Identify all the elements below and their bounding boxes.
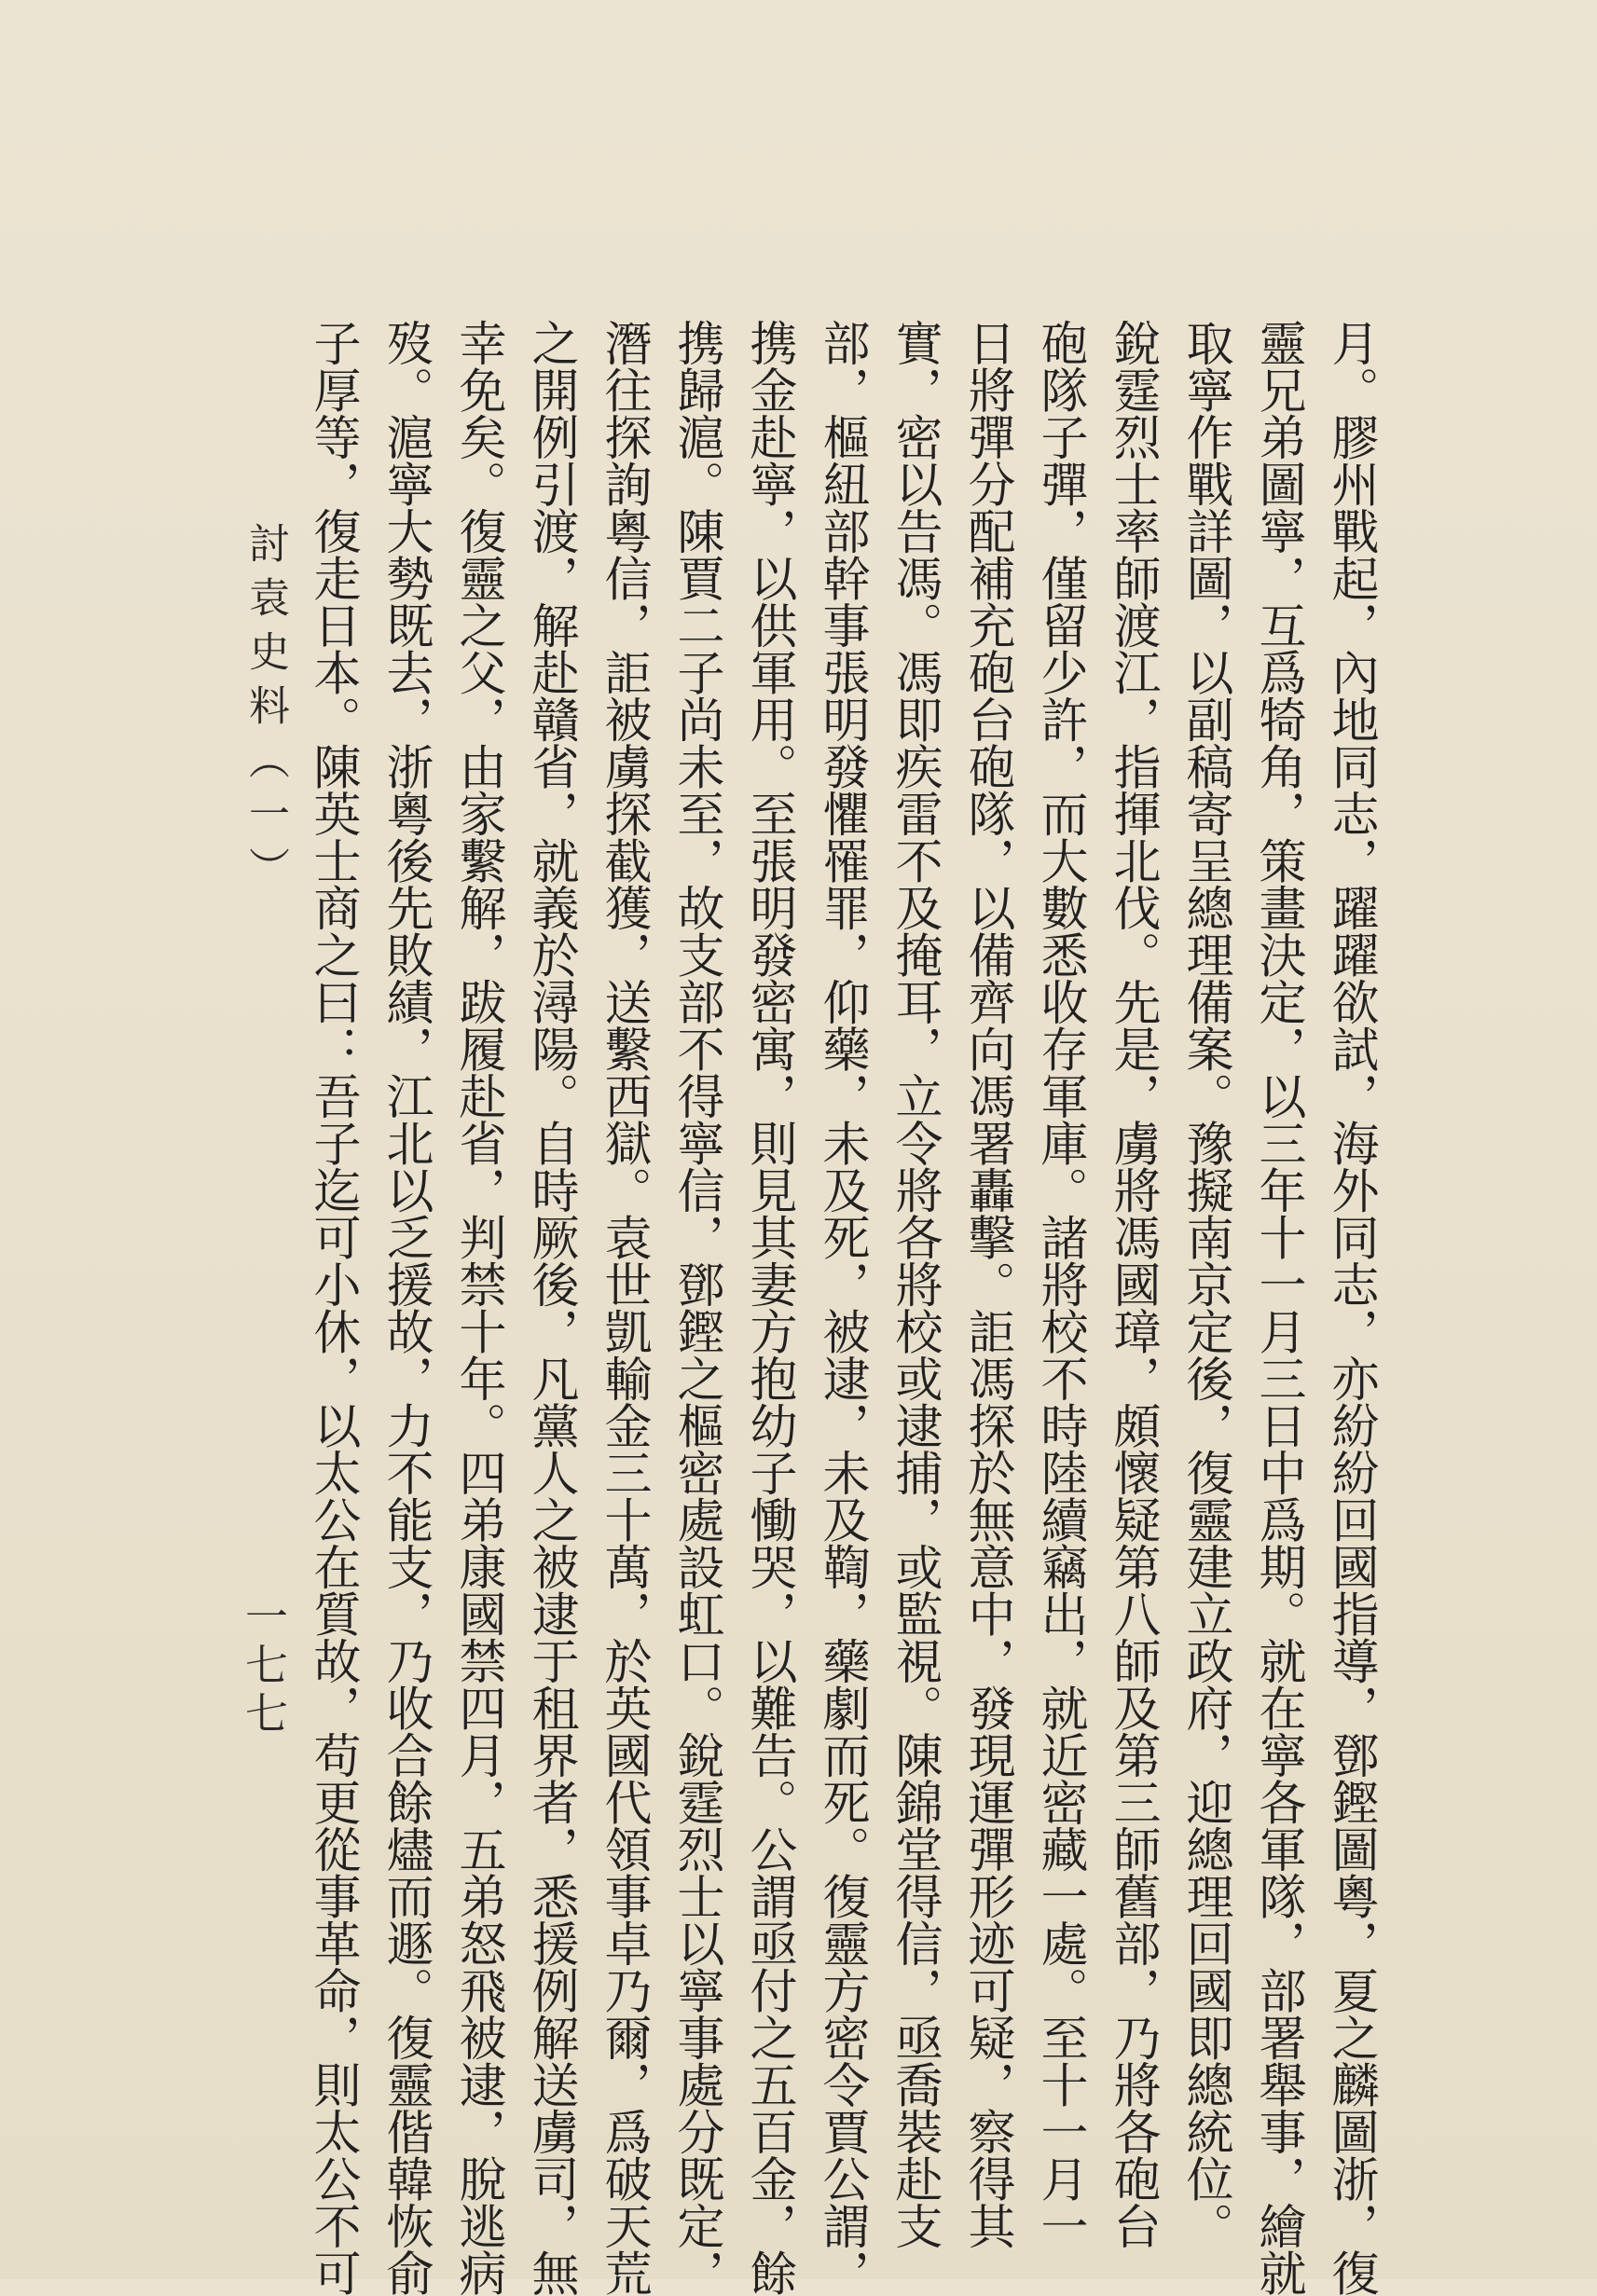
text-column: 實，密以告馮。馮即疾雷不及掩耳，立令將各將校或逮捕，或監視。陳錦堂得信，亟喬裝赴支 [887,319,942,2249]
text-column: 幸免矣。復靈之父，由家繫解，跋履赴省，判禁十年。四弟康國禁四月，五弟怒飛被逮，脫逃病 [450,319,505,2296]
text-column: 子厚等，復走日本。陳英士商之曰：吾子迄可小休，以太公在質故，苟更從事革命，則太公不可 [305,319,360,2296]
text-column: 歿。滬寧大勢既去，浙粵後先敗績，江北以乏援故，力不能支，乃收合餘燼而遯。復靈偕韓恢俞 [378,319,433,2296]
text-column: 潛往探詢粵信，詎被虜探截獲，送繫西獄。袁世凱輸金三十萬，於英國代領事卓乃爾，爲破天荒 [596,319,651,2296]
page-number: 一七七 [239,1594,289,1739]
text-column: 携金赴寧，以供軍用。至張明發密寓，則見其妻方抱幼子慟哭，以難告。公謂亟付之五百金，餘 [741,319,796,2296]
text-column: 銳霆烈士率師渡江，指揮北伐。先是，虜將馮國璋，頗懷疑第八師及第三師舊部，乃將各砲台 [1105,319,1160,2249]
text-column: 携歸滬。陳賈二子尚未至，故支部不得寧信，鄧鏗之樞密處設虹口。銳霆烈士以寧事處分既定， [668,319,723,2296]
body-text [298,319,1380,2296]
text-column: 之開例引渡，解赴贛省，就義於潯陽。自時厥後，凡黨人之被逮于租界者，悉援例解送虜司，無 [523,319,578,2296]
text-column: 部，樞紐部幹事張明發懼罹罪，仰藥，未及死，被逮，未及鞫，藥劇而死。復靈方密令賈公謂， [814,319,869,2296]
text-column: 日將彈分配補充砲台砲隊，以備齊向馮署轟擊。詎馮探於無意中，發現運彈形迹可疑，察得其 [959,319,1014,2249]
text-column: 月。膠州戰起，內地同志，躍躍欲試，海外同志，亦紛紛回國指導，鄧鏗圖粵，夏之麟圖浙，復 [1323,319,1378,2296]
text-column: 靈兄弟圖寧，互爲犄角，策畫決定，以三年十一月三日中爲期。就在寧各軍隊，部署舉事，繪就 [1250,319,1305,2296]
running-title: 討袁史料（一） [241,522,289,901]
text-column: 砲隊子彈，僅留少許，而大數悉收存軍庫。諸將校不時陸續竊出，就近密藏一處。至十一月一 [1032,319,1087,2249]
text-column: 取寧作戰詳圖，以副稿寄呈總理備案。豫擬南京定後，復靈建立政府，迎總理回國即總統位。 [1177,319,1232,2249]
